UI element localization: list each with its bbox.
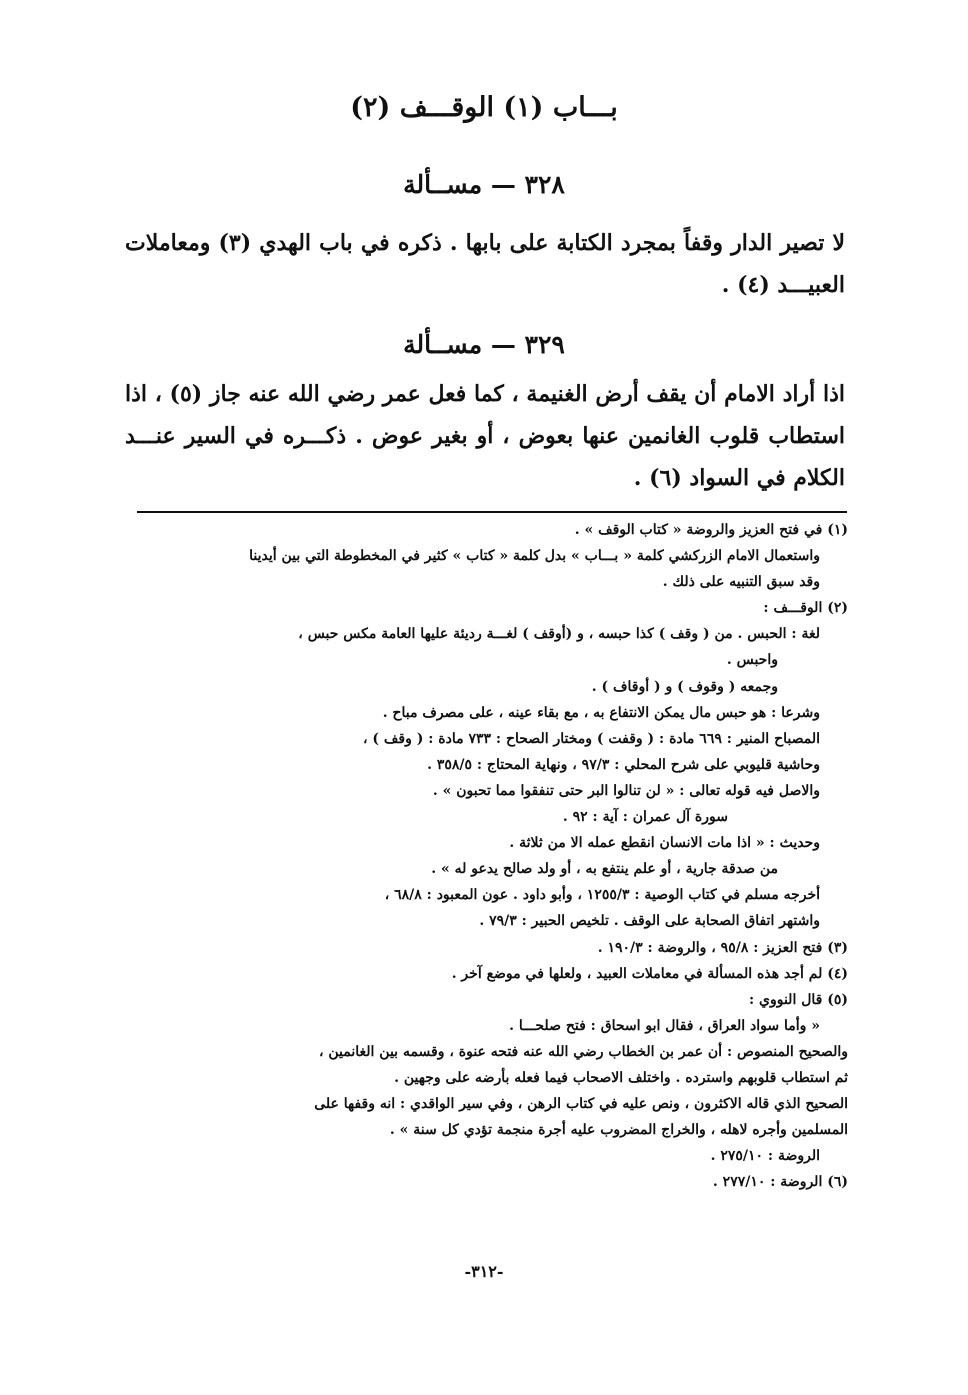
footnote-line: (٤) لم أجد هذه المسألة في معاملات العبيد ، ولعلها في موضع آخر .	[451, 965, 848, 982]
footnote-line: واستعمال الامام الزركشي كلمة « بـــاب » بدل كلمة « كتاب » كثير في المخطوطة التي بين أيدينا	[249, 548, 820, 565]
footnote-line: والاصل فيه قوله تعالى : « لن تنالوا البر حتى تنفقوا مما تحبون » .	[432, 782, 820, 799]
section-heading: ٣٢٩ — مســألة	[403, 330, 565, 359]
footnote-line: (٥) قال النووي :	[748, 991, 848, 1008]
footnotes	[128, 517, 848, 1195]
page-number: -٣١٢-	[464, 1262, 504, 1281]
section-heading: ٣٢٨ — مســألة	[403, 170, 565, 199]
footnote-line: « وأما سواد العراق ، فقال ابو اسحاق : فتح صلحـــا .	[509, 1017, 820, 1034]
footnote-line: أخرجه مسلم في كتاب الوصية : ١٢٥٥/٣ ، وأبو داود . عون المعبود : ٦٨/٨ ،	[384, 887, 820, 904]
footnote-line: لغة : الحبس . من ( وقف ) كذا حبسه ، و (أوقف ) لغـــة رديئة عليها العامة مكس حبس ،	[298, 626, 820, 643]
footnote-line: وشرعا : هو حبس مال يمكن الانتفاع به ، مع بقاء عينه ، على مصرف مباح .	[382, 704, 820, 721]
footnote-line: وحديث : « اذا مات الانسان انقطع عمله الا من ثلاثة .	[509, 835, 820, 852]
footnote-line: (١) في فتح العزيز والروضة « كتاب الوقف » .	[574, 522, 848, 538]
footnote-line: (٢) الوقـــف :	[763, 600, 848, 617]
footnote-line: (٣) فتح العزيز : ٩٥/٨ ، والروضة : ١٩٠/٣ .	[597, 939, 848, 956]
footnote-separator	[137, 511, 847, 513]
footnote-line: واشتهر اتفاق الصحابة على الوقف . تلخيص الحبير : ٧٩/٣ .	[479, 913, 820, 930]
footnote-line: واحبس .	[726, 652, 778, 669]
section-text: لا تصير الدار وقفاً بمجرد الكتابة على بابها . ذكره في باب الهدي (٣) ومعاملات العبيـــد (٤) .	[125, 230, 846, 298]
footnote-line: والصحيح المنصوص : أن عمر بن الخطاب رضي الله عنه فتحه عنوة ، وقسمه بين الغانمين ،	[318, 1043, 848, 1060]
footnote-line: سورة آل عمران : آية : ٩٢ .	[562, 809, 728, 826]
footnote-line: المصباح المنير : ٦٦٩ مادة : ( وقفت ) ومختار الصحاح : ٧٣٣ مادة : ( وقف ) ،	[363, 730, 820, 747]
footnote-line: الصحيح الذي قاله الاكثرون ، ونص عليه في كتاب الرهن ، وفي سير الواقدي : انه وقفها على	[314, 1096, 848, 1113]
footnote-line: المسلمين وأجره لاهله ، والخراج المضروب عليه أجرة منجمة تؤدي كل سنة » .	[389, 1122, 848, 1139]
footnote-line: من صدقة جارية ، أو علم ينتفع به ، أو ولد صالح يدعو له » .	[431, 861, 778, 878]
footnote-line: وجمعه ( وقوف ) و ( أوقاف ) .	[591, 678, 778, 695]
footnote-line: ثم استطاب قلوبهم واسترده . واختلف الاصحاب فيما فعله بأرضه على وجهين .	[394, 1069, 848, 1086]
footnote-line: (٦) الروضة : ٢٧٧/١٠ .	[712, 1174, 848, 1191]
footnote-line: وقد سبق التنبيه على ذلك .	[662, 574, 820, 591]
chapter-title: بـــاب (١) الوقـــف (٢)	[350, 92, 618, 123]
section-text: اذا أراد الامام أن يقف أرض الغنيمة ، كما فعل عمر رضي الله عنه جاز (٥) ، اذا استطاب قلوب الغانمين عنها بعوض ، أو بغير عوض . ذكـــره في السير عنـــد الكلام في السواد (٦) .	[125, 381, 845, 491]
footnote-line: وحاشية قليوبي على شرح المحلي : ٩٧/٣ ، ونهاية المحتاج : ٣٥٨/٥ .	[427, 756, 820, 773]
footnote-line: الروضة : ٢٧٥/١٠ .	[710, 1148, 820, 1165]
